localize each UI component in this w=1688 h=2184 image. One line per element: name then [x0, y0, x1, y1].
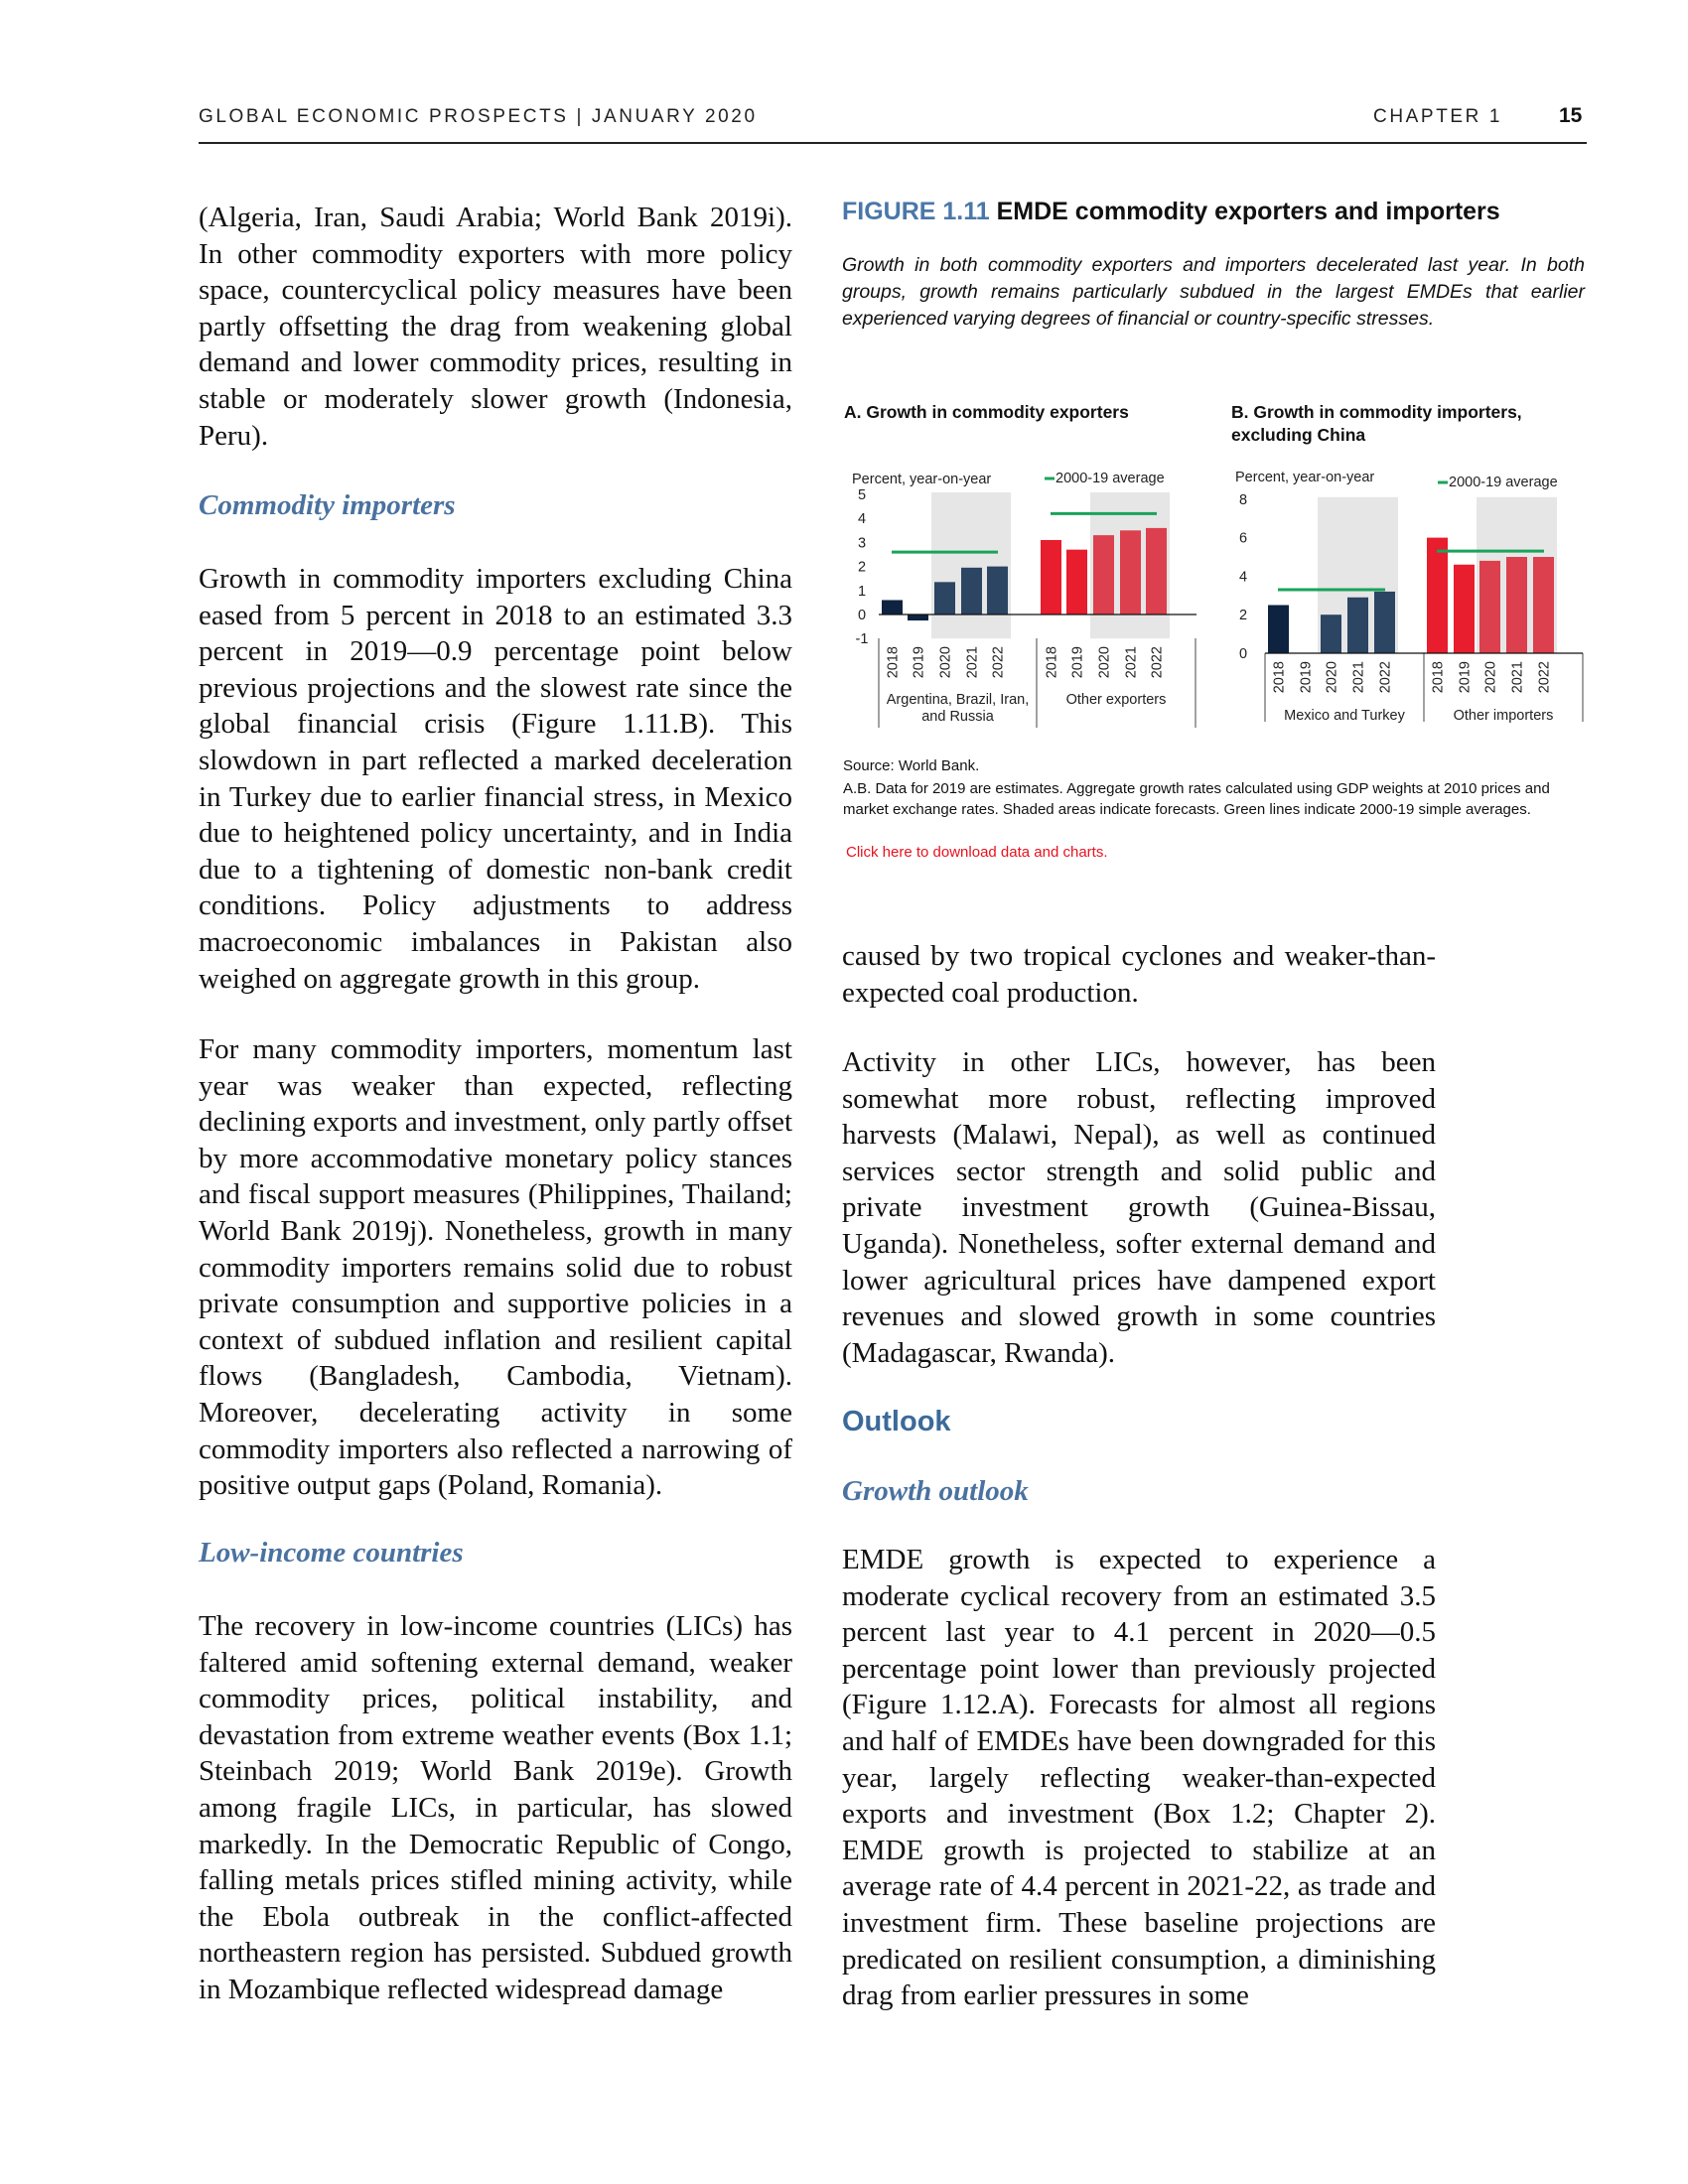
- x-tick-label: 2022: [990, 646, 1007, 679]
- y-axis-label: Percent, year-on-year: [852, 472, 992, 487]
- bar: [987, 567, 1008, 614]
- y-tick-label: 4: [857, 511, 867, 528]
- group-label: Mexico and Turkey: [1284, 708, 1405, 724]
- y-tick-label: -1: [855, 631, 869, 648]
- download-data-link[interactable]: Click here to download data and charts.: [846, 844, 1108, 861]
- bar: [1268, 606, 1289, 654]
- subheading-low-income-countries: Low-income countries: [199, 1537, 464, 1569]
- x-tick-label: 2019: [1298, 661, 1315, 694]
- bar: [961, 568, 982, 614]
- figure-title-text: EMDE commodity exporters and importers: [996, 198, 1500, 225]
- x-tick-label: 2019: [1457, 661, 1474, 694]
- y-tick-label: 0: [857, 608, 867, 623]
- chart-panel-a: [852, 471, 1196, 728]
- paragraph-commodity-exporters-continued: (Algeria, Iran, Saudi Arabia; World Bank 2019i). In other commodity exporters with more policy space, countercyclical policy measures have been partly offsetting the drag from weakening global demand and lower commodity prices, resulting in stable or moderately slower growth (Indonesia, Peru).: [199, 202, 792, 452]
- x-tick-label: 2021: [1509, 661, 1526, 694]
- group-label: and Russia: [921, 709, 994, 725]
- figure-number: FIGURE 1.11: [842, 198, 990, 225]
- bar: [1321, 614, 1341, 653]
- y-tick-label: 8: [1238, 491, 1248, 508]
- page-number: 15: [1559, 104, 1583, 127]
- bar: [1479, 561, 1500, 653]
- x-tick-label: 2021: [964, 646, 981, 679]
- y-tick-label: 0: [1238, 646, 1248, 662]
- y-tick-label: 4: [1238, 569, 1248, 586]
- y-tick-label: 5: [857, 487, 867, 503]
- running-header-title: GLOBAL ECONOMIC PROSPECTS | JANUARY 2020: [199, 106, 758, 127]
- group-label: Other exporters: [1065, 692, 1167, 708]
- subheading-growth-outlook: Growth outlook: [842, 1475, 1029, 1507]
- bar: [1347, 598, 1368, 653]
- figure-subtitle: Growth in both commodity exporters and importers decelerated last year. In both groups, growth remains particularly subdued in the largest EMDEs that earlier experienced varying degrees of financial or country-specific stresses.: [842, 254, 1585, 330]
- paragraph-other-lics: Activity in other LICs, however, has been somewhat more robust, reflecting improved harvests (Malawi, Nepal), as well as continued services sector strength and solid public and private investment growth (Guinea-Bissau, Uganda). Nonetheless, softer external demand and lower agricultural prices have dampened export revenues and slowed growth in some countries (Madagascar, Rwanda).: [842, 1046, 1436, 1369]
- y-axis-label: Percent, year-on-year: [1235, 470, 1375, 485]
- y-tick-label: 6: [1238, 530, 1248, 547]
- paragraph-growth-outlook: EMDE growth is expected to experience a moderate cyclical recovery from an estimated 3.5 percent last year to 4.1 percent in 2020—0.5 percentage point lower than previously projected (Figure 1.12.A). Forecasts for almost all regions and half of EMDEs have been downgraded for this year, largely reflecting weaker-than-expected exports and investment (Box 1.2; Chapter 2). EMDE growth is projected to stabilize at an average rate of 4.4 percent in 2021-22, as trade and investment firm. These baseline projections are predicated on resilient consumption, a diminishing drag from earlier pressures in some: [842, 1544, 1436, 2012]
- x-tick-label: 2018: [1430, 661, 1447, 694]
- paragraph-commodity-importers: Growth in commodity importers excluding China eased from 5 percent in 2018 to an estimated 3.3 percent in 2019—0.9 percentage point below previous projections and the slowest rate since the global financial crisis (Figure 1.11.B). This slowdown in part reflected a marked deceleration in Turkey due to earlier financial stress, in Mexico due to heightened policy uncertainty, and in India due to a tightening of domestic non-bank credit conditions. Policy adjustments to address macroeconomic imbalances in Pakistan also weighed on aggregate growth in this group.: [199, 563, 792, 995]
- x-tick-label: 2021: [1123, 646, 1140, 679]
- y-tick-label: 2: [1238, 608, 1248, 624]
- x-tick-label: 2021: [1350, 661, 1367, 694]
- chapter-label: CHAPTER 1: [1373, 106, 1503, 127]
- bar: [1374, 592, 1395, 653]
- x-tick-label: 2018: [1044, 646, 1060, 679]
- group-label: Argentina, Brazil, Iran,: [886, 692, 1030, 708]
- x-tick-label: 2020: [1482, 661, 1499, 694]
- x-tick-label: 2020: [1096, 646, 1113, 679]
- x-tick-label: 2020: [1324, 661, 1340, 694]
- bar: [1146, 528, 1167, 614]
- panel-b-title-line2: excluding China: [1231, 425, 1366, 445]
- bar: [1506, 557, 1527, 653]
- bar: [1120, 530, 1141, 614]
- x-tick-label: 2019: [911, 646, 927, 679]
- forecast-shade: [931, 492, 1011, 638]
- x-tick-label: 2020: [937, 646, 954, 679]
- bar: [1427, 538, 1448, 653]
- chart-panel-b: [1235, 470, 1583, 724]
- section-heading-outlook: Outlook: [842, 1406, 951, 1437]
- panel-b-title-line1: B. Growth in commodity importers,: [1231, 402, 1522, 422]
- x-tick-label: 2018: [1271, 661, 1288, 694]
- figure-source: Source: World Bank.: [843, 757, 980, 774]
- bar: [1533, 557, 1554, 653]
- bar: [882, 600, 903, 614]
- bar: [1454, 565, 1475, 653]
- y-tick-label: 1: [857, 583, 867, 600]
- bar: [934, 582, 955, 614]
- bar: [1041, 540, 1061, 614]
- x-tick-label: 2022: [1377, 661, 1394, 694]
- paragraph-low-income-countries: The recovery in low-income countries (LICs) has faltered amid softening external demand, weaker commodity prices, political instability, and devastation from extreme weather events (Box 1.1; Steinbach 2019; World Bank 2019e). Growth among fragile LICs, in particular, has slowed markedly. In the Democratic Republic of Congo, falling metals prices stifled mining activity, while the Ebola outbreak in the conflict-affected northeastern region has persisted. Subdued growth in Mozambique reflected widespread damage: [199, 1610, 792, 2005]
- paragraph-mozambique-continued: caused by two tropical cyclones and weaker-than-expected coal production.: [842, 940, 1436, 1009]
- bar: [1066, 550, 1087, 614]
- x-tick-label: 2019: [1069, 646, 1086, 679]
- paragraph-importers-momentum: For many commodity importers, momentum last year was weaker than expected, reflecting declining exports and investment, only partly offset by more accommodative monetary policy stances and fiscal support measures (Philippines, Thailand; World Bank 2019j). Nonetheless, growth in many commodity importers remains solid due to robust private consumption and supportive policies in a context of subdued inflation and resilient capital flows (Bangladesh, Cambodia, Vietnam). Moreover, decelerating activity in some commodity importers also reflected a narrowing of positive output gaps (Poland, Romania).: [199, 1033, 792, 1502]
- y-tick-label: 2: [857, 559, 867, 576]
- figure-note: A.B. Data for 2019 are estimates. Aggregate growth rates calculated using GDP weights at 2010 prices and market exchange rates. Shaded areas indicate forecasts. Green lines indicate 2000-19 simple averages.: [843, 780, 1550, 818]
- bar: [908, 614, 928, 620]
- legend-label: 2000-19 average: [1449, 475, 1558, 490]
- subheading-commodity-importers: Commodity importers: [199, 489, 456, 521]
- y-tick-label: 3: [857, 535, 867, 552]
- x-tick-label: 2022: [1149, 646, 1166, 679]
- legend-label: 2000-19 average: [1055, 471, 1165, 486]
- bar: [1093, 535, 1114, 614]
- panel-a-title: A. Growth in commodity exporters: [844, 402, 1129, 422]
- x-tick-label: 2018: [885, 646, 902, 679]
- group-label: Other importers: [1453, 708, 1554, 724]
- x-tick-label: 2022: [1536, 661, 1553, 694]
